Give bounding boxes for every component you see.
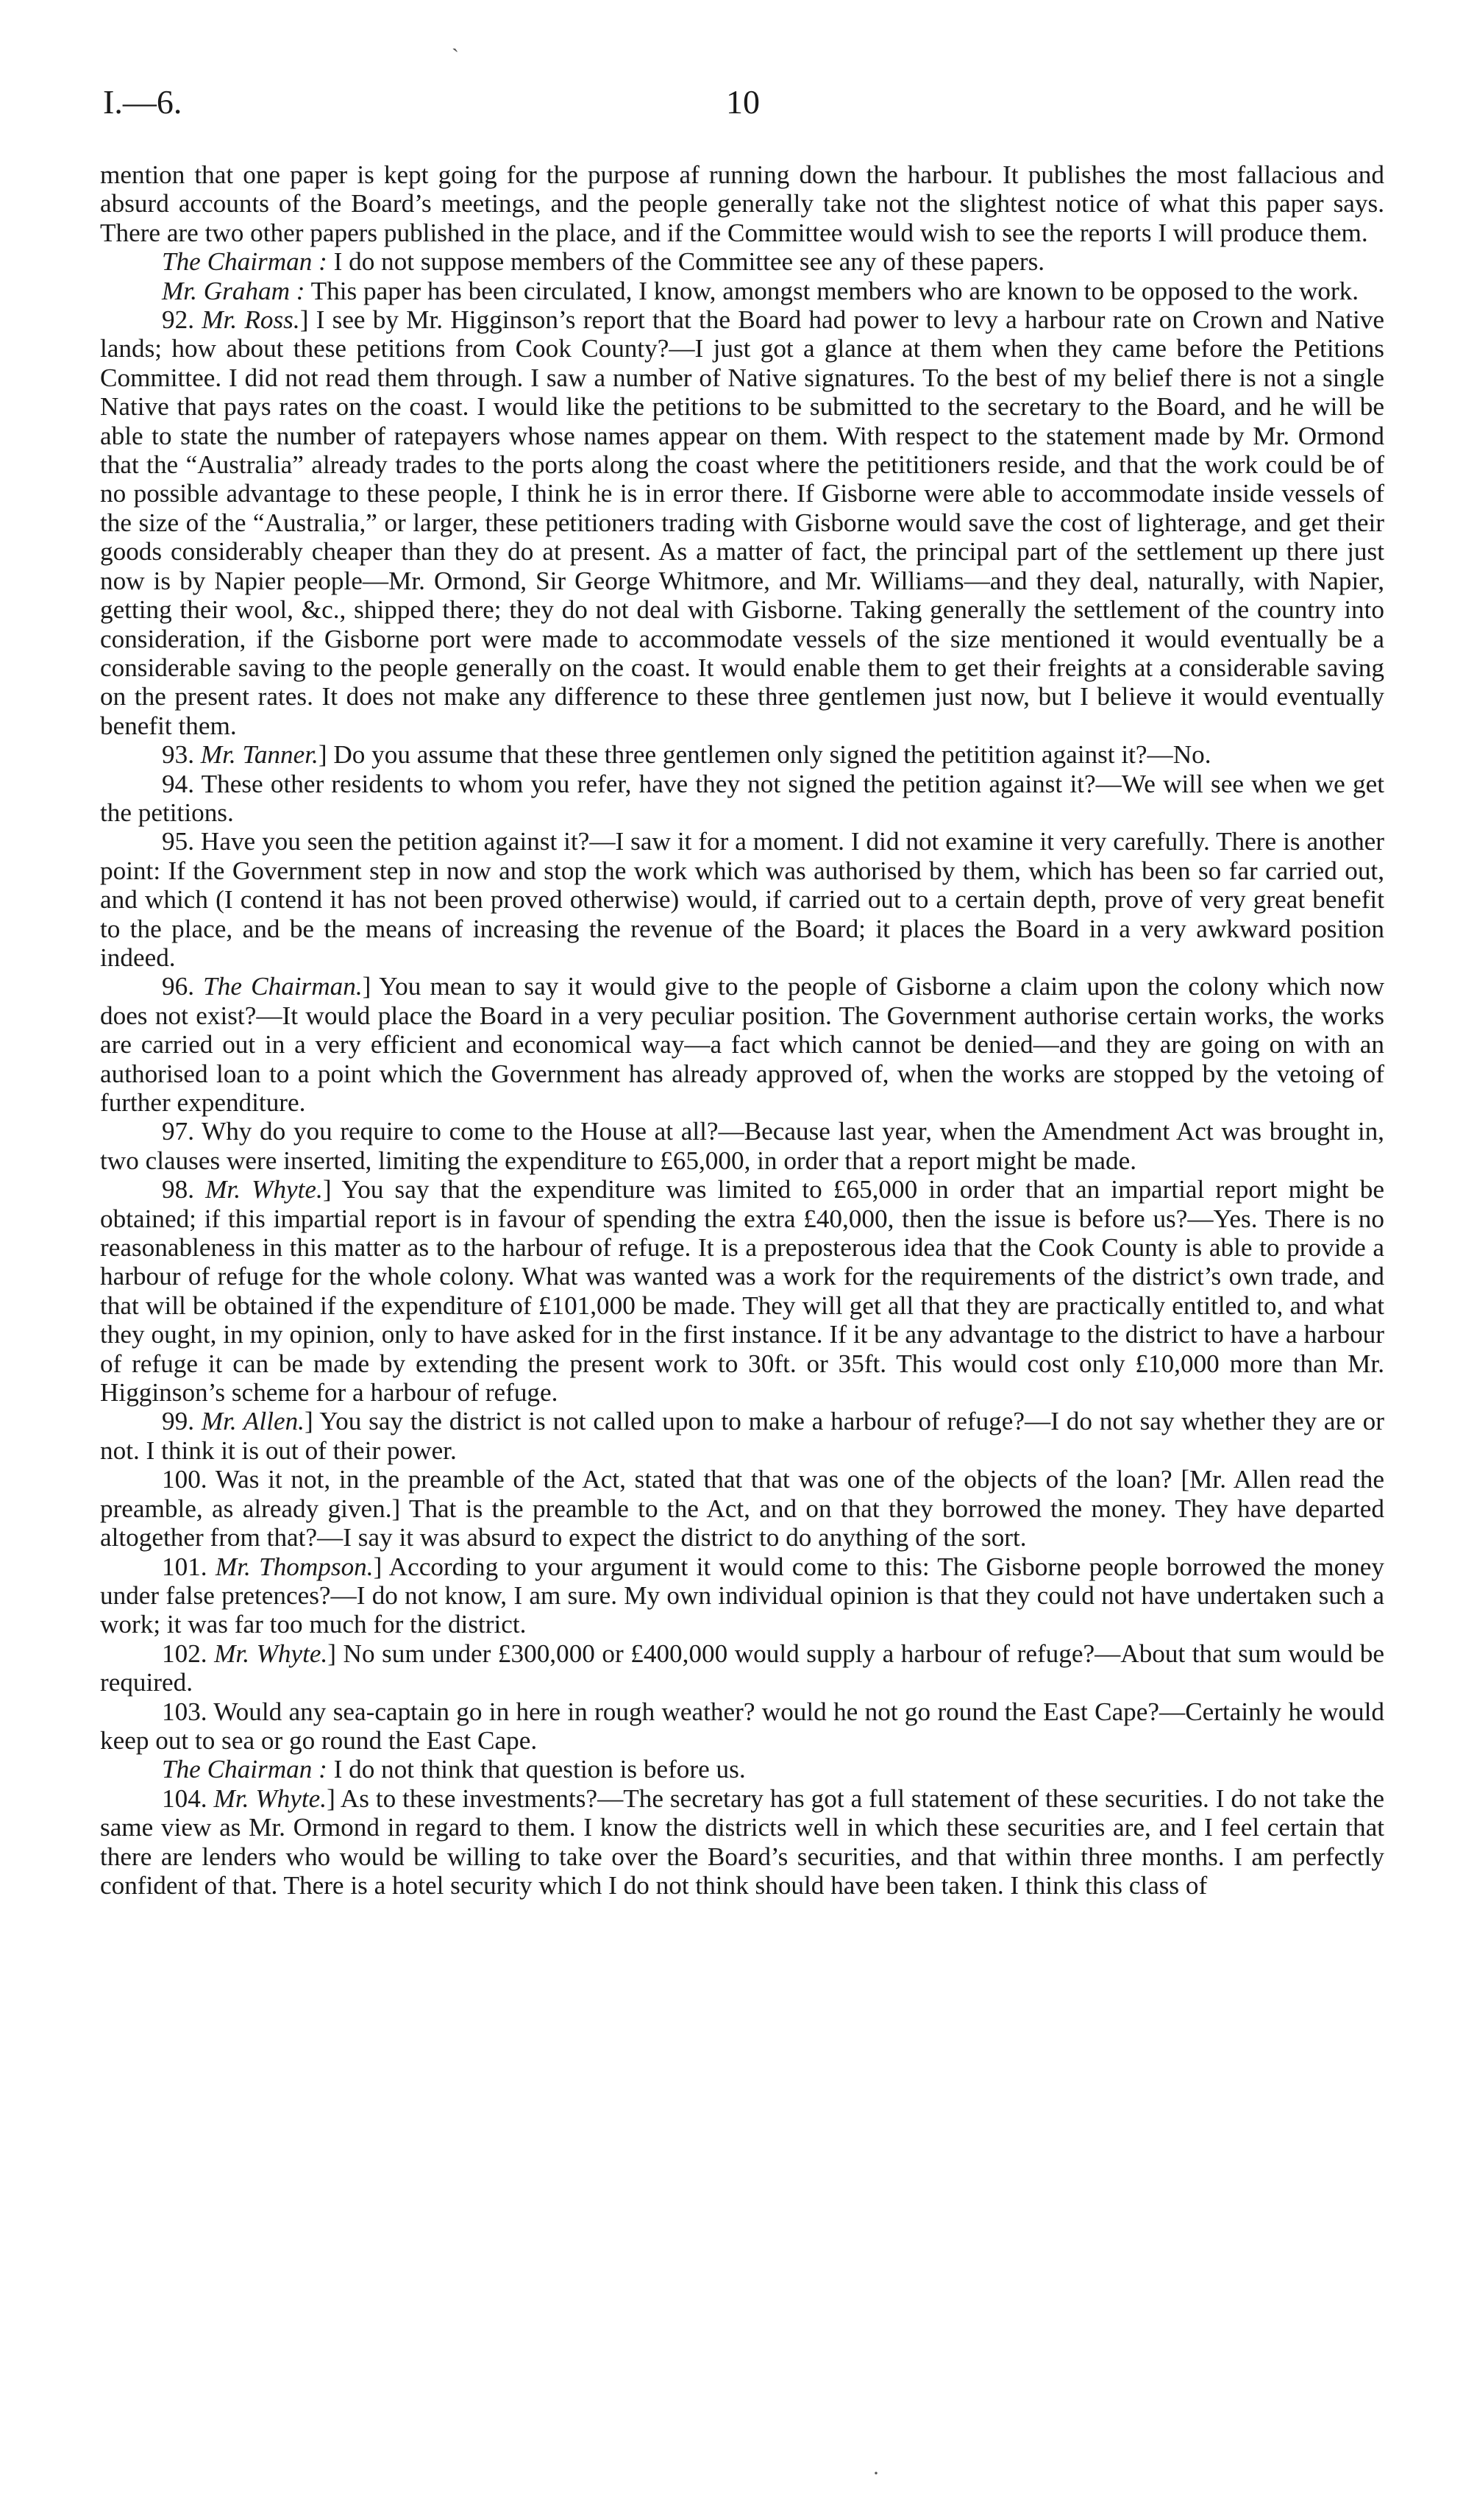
paragraph: 104. Mr. Whyte.] As to these investments?—The secretary has got a full statement of these securities. I do not take the same view as Mr. Ormond in regard to them. I know the districts well in which these securities are, and I feel certain that there are lenders who would be willing to take over the Board’s securities, and that within three months. I am perfectly confident of that. There is a hotel security which I do not think should have been taken. I think this class of (100, 1783, 1385, 1900)
paragraph: 96. The Chairman.] You mean to say it would give to the people of Gisborne a claim upon the colony which now does not exist?—It would place the Board in a very peculiar position. The Government authorise certain works, the works are carried out in a very efficient and economical way—a fact which cannot be denied—and they are going on with an authorised loan to a point which the Government has already approved of, when the works are stopped by the vetoing of further expenditure. (100, 972, 1385, 1117)
speck-mark: · (872, 2461, 880, 2485)
page-header (103, 82, 1383, 127)
paragraph: 99. Mr. Allen.] You say the district is not called upon to make a harbour of refuge?—I do not say whether they are or not. I think it is out of their power. (100, 1407, 1384, 1465)
paragraph: The Chairman : I do not think that question is before us. (162, 1755, 746, 1784)
speaker: Mr. Whyte. (205, 1175, 323, 1204)
question-number: 93. (162, 740, 201, 770)
speaker: Mr. Graham : (162, 276, 305, 305)
page-number: 10 (726, 83, 760, 121)
speaker: Mr. Tanner. (200, 740, 318, 770)
paragraph: 100. Was it not, in the preamble of the Act, stated that that was one of the objects of the loan? [Mr. Allen read the preamble, as already given.] That is the preamble to the Act, and on that they borrowed the money. They have departed altogether from that?—I say it was absurd to expect the district to do anything of the sort. (100, 1465, 1384, 1552)
paragraph: The Chairman : I do not suppose members of the Committee see any of these papers. (162, 247, 1045, 277)
question-number: 98. (162, 1175, 206, 1204)
paragraph: 95. Have you seen the petition against it?—I saw it for a moment. I did not examine it very carefully. There is another point: If the Government step in now and stop the work which was authorised by them, which has been so far carried out, and which (I contend it has not been proved otherwise) would, if carried out to a certain depth, prove of very great benefit to the place, and be the means of increasing the revenue of the Board; it places the Board in a very awkward position indeed. (100, 827, 1384, 972)
question-number: 104. (162, 1783, 214, 1813)
speck-mark: ˏ (452, 28, 459, 52)
paragraph: 98. Mr. Whyte.] You say that the expenditure was limited to £65,000 in order that an impartial report might be obtained; if this impartial report is in favour of spending the extra £40,000, then the issue is before us?—Yes. There is no reasonableness in this matter as to the harbour of refuge. It is a preposterous idea that the Cook County is able to provide a harbour of refuge for the whole colony. What was wanted was a work for the requirements of the district’s own trade, and that will be obtained if the expenditure of £101,000 be made. They will get all that they are practically entitled to, and what they ought, in my opinion, only to have asked for in the first instance. If it be any advantage to the district to have a harbour of refuge it can be made by extending the present work to 30ft. or 35ft. This would cost only £10,000 more than Mr. Higginson’s scheme for a harbour of refuge. (100, 1175, 1384, 1408)
question-number: 94. (162, 769, 202, 798)
question-number: 96. (162, 972, 204, 1001)
body-text (100, 160, 1384, 1900)
paragraph: 102. Mr. Whyte.] No sum under £300,000 or £400,000 would supply a harbour of refuge?—About that sum would be required. (100, 1639, 1384, 1697)
speaker: Mr. Whyte. (213, 1783, 327, 1813)
question-number: 103. (162, 1697, 214, 1726)
question-number: 95. (162, 827, 201, 856)
paragraph: 92. Mr. Ross.] I see by Mr. Higginson’s report that the Board had power to levy a harbour rate on Crown and Native lands; how about these petitions from Cook County?—I just got a glance at them when they came before the Petitions Committee. I did not read them through. I saw a number of Native signatures. To the best of my belief there is not a single Native that pays rates on the coast. I would like the petitions to be submitted to the secretary to the Board, and he will be able to state the number of ratepayers whose names appear on them. With respect to the statement made by Mr. Ormond that the “Australia” already trades to the ports along the coast where the petititioners reside, and that the work could be of no possible advantage to these people, I think he is in error there. If Gisborne were able to accommodate inside vessels of the size of the “Australia,” or larger, these petitioners trading with Gisborne would save the cost of lighterage, and get their goods considerably cheaper than they do at present. As a matter of fact, the principal part of the settlement up there just now is by Napier people—Mr. Ormond, Sir George Whitmore, and Mr. Williams—and they deal, naturally, with Napier, getting their wool, &c., shipped there; they do not deal with Gisborne. Taking generally the settlement of the country into consideration, if the Gisborne port were made to accommodate vessels of the size mentioned it would eventually be a considerable saving to the people generally on the coast. It would enable them to get their freights at a considerable saving on the present rates. It does not make any difference to these three gentlemen just now, but I believe it would eventually benefit them. (100, 305, 1385, 740)
paragraph: Mr. Graham : This paper has been circulated, I know, amongst members who are known to be opposed to the work. (162, 276, 1359, 305)
question-number: 99. (162, 1407, 202, 1436)
paragraph: 101. Mr. Thompson.] According to your argument it would come to this: The Gisborne people borrowed the money under false pretences?—I do not know, I am sure. My own individual opinion is that they could not have undertaken such a work; it was far too much for the district. (100, 1552, 1385, 1639)
speaker: Mr. Thompson. (215, 1552, 374, 1581)
paragraph: 103. Would any sea-captain go in here in rough weather? would he not go round the East Cape?—Certainly he would keep out to sea or go round the East Cape. (100, 1697, 1384, 1755)
question-number: 92. (162, 305, 202, 335)
speaker: Mr. Ross. (202, 305, 300, 335)
question-number: 101. (162, 1552, 216, 1581)
speaker: Mr. Whyte. (214, 1639, 328, 1668)
question-number: 97. (162, 1117, 202, 1146)
speaker: The Chairman : (162, 247, 327, 277)
document-reference: I.—6. (103, 83, 182, 121)
speaker: The Chairman. (203, 972, 363, 1001)
paragraph: 93. Mr. Tanner.] Do you assume that these three gentlemen only signed the petitition against it?—No. (162, 740, 1211, 770)
speaker: Mr. Allen. (201, 1407, 305, 1436)
question-number: 100. (162, 1465, 216, 1494)
speaker: The Chairman : (162, 1755, 327, 1784)
paragraph: 94. These other residents to whom you refer, have they not signed the petition against it?—We will see when we get the petitions. (100, 769, 1384, 827)
question-number: 102. (162, 1639, 215, 1668)
paragraph: 97. Why do you require to come to the House at all?—Because last year, when the Amendment Act was brought in, two clauses were inserted, limiting the expenditure to £65,000, in order that a report might be made. (100, 1117, 1384, 1175)
paragraph: mention that one paper is kept going for the purpose af running down the harbour. It publishes the most fallacious and absurd accounts of the Board’s meetings, and the people generally take not the slightest notice of what this paper says. There are two other papers published in the place, and if the Committee would wish to see the reports I will produce them. (100, 160, 1384, 247)
